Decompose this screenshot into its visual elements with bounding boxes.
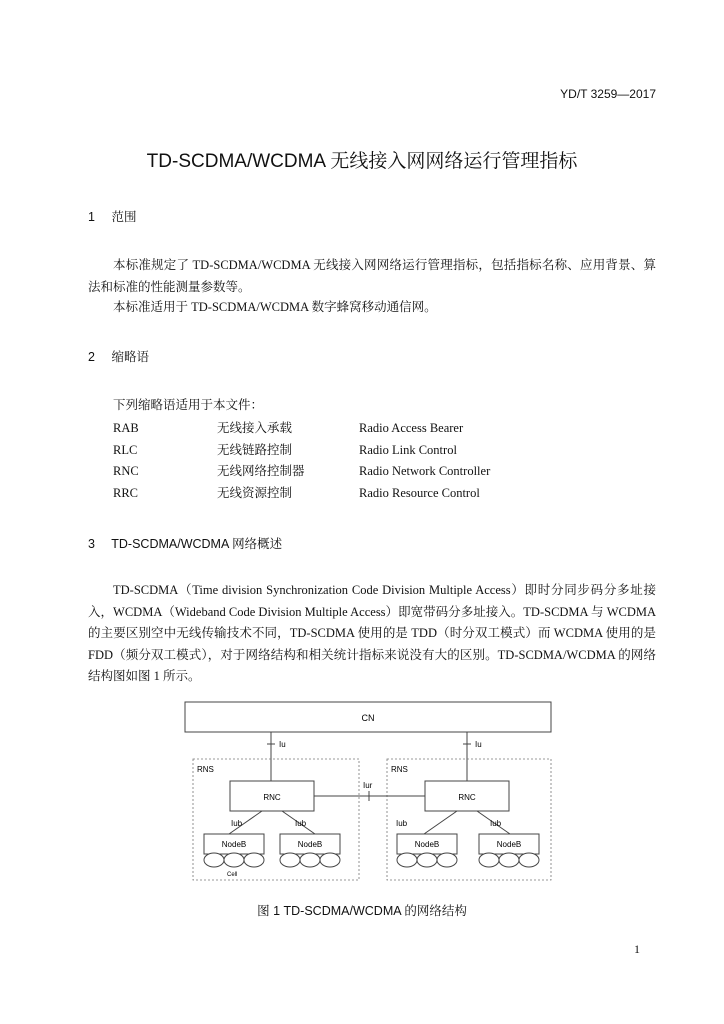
section-1-paragraph-1: 本标准规定了 TD-SCDMA/WCDMA 无线接入网网络运行管理指标，包括指标名称、应用背景、算法和标准的性能测量参数等。	[88, 258, 656, 294]
abbreviation-chinese: 无线网络控制器	[217, 464, 305, 478]
nodeb-label: NodeB	[496, 840, 522, 849]
abbreviation-row	[113, 461, 490, 483]
abbreviations-table	[113, 418, 490, 504]
iub-label: Iub	[295, 819, 307, 828]
abbreviation-chinese: 无线资源控制	[217, 485, 293, 500]
section-title: 缩略语	[111, 350, 149, 364]
abbreviation-row	[113, 440, 490, 462]
nodeb-group-2	[280, 834, 340, 867]
section-2-heading	[88, 347, 149, 365]
iub-link	[424, 811, 457, 834]
iur-label: Iur	[363, 781, 373, 790]
abbreviation: RRC	[113, 485, 139, 500]
abbreviation-row	[113, 483, 490, 505]
abbreviation-english: Radio Network Controller	[359, 464, 491, 478]
rnc-label-left: RNC	[263, 793, 281, 802]
abbreviation-english: Radio Link Control	[359, 442, 457, 457]
cn-label: CN	[361, 713, 375, 723]
cell-icon	[397, 853, 417, 867]
cell-icon	[479, 853, 499, 867]
document-title: TD-SCDMA/WCDMA 无线接入网网络运行管理指标	[146, 151, 578, 172]
figure-caption: 图 1 TD-SCDMA/WCDMA 的网络结构	[257, 904, 467, 918]
abbreviation-english: Radio Resource Control	[359, 485, 480, 500]
abbreviation-chinese: 无线链路控制	[217, 442, 293, 457]
section-1-heading	[88, 207, 137, 225]
rnc-label-right: RNC	[458, 793, 476, 802]
cell-label: Cell	[227, 872, 238, 878]
iu-label-left: Iu	[279, 740, 286, 749]
section-3-paragraph: TD-SCDMA（Time division Synchronization Code Division Multiple Access）即时分同步码分多址接入，WCDMA（Wideband Code Division Multiple Access）即宽带码分多址接入。TD-SCDMA 与 WCDMA 的主要区别空中无线传输技术不同，TD-SCDMA 使用的是 TDD（时分双工模式）而 WCDMA 使用的是 FDD（频分双工模式），对于网络结构和相关统计指标来说没有大的区别。TD-SCDMA/WCDMA 的网络结构图如图 1 所示。	[88, 583, 656, 683]
page-number: 1	[634, 942, 640, 956]
section-number: 1	[88, 210, 95, 224]
iu-label-right: Iu	[475, 740, 482, 749]
nodeb-label: NodeB	[414, 840, 440, 849]
cell-icon	[224, 853, 244, 867]
rns-label-right: RNS	[391, 765, 408, 774]
nodeb-label: NodeB	[297, 840, 323, 849]
iub-label: Iub	[396, 819, 408, 828]
abbreviation: RNC	[113, 464, 139, 478]
nodeb-label: NodeB	[221, 840, 247, 849]
cell-icon	[519, 853, 539, 867]
standard-number: YD/T 3259—2017	[560, 87, 656, 101]
abbreviation-english: Radio Access Bearer	[359, 421, 464, 435]
network-structure-diagram	[183, 698, 555, 888]
rns-label-left: RNS	[197, 765, 214, 774]
section-title: 范围	[111, 210, 137, 224]
abbreviation: RAB	[113, 421, 139, 435]
cell-icon	[280, 853, 300, 867]
abbreviation-row	[113, 418, 490, 440]
cell-icon	[300, 853, 320, 867]
iub-label: Iub	[490, 819, 502, 828]
cell-icon	[244, 853, 264, 867]
section-number: 2	[88, 350, 95, 364]
iub-label: Iub	[231, 819, 243, 828]
abbreviations-intro: 下列缩略语适用于本文件：	[113, 398, 264, 412]
nodeb-group-1	[204, 834, 264, 867]
cell-icon	[417, 853, 437, 867]
cell-icon	[499, 853, 519, 867]
section-title: TD-SCDMA/WCDMA 网络概述	[111, 537, 283, 551]
cell-icon	[320, 853, 340, 867]
cell-icon	[204, 853, 224, 867]
section-number: 3	[88, 537, 95, 551]
section-1-paragraph-2: 本标准适用于 TD-SCDMA/WCDMA 数字蜂窝移动通信网。	[113, 300, 437, 314]
abbreviation-chinese: 无线接入承载	[217, 421, 293, 435]
nodeb-group-3	[397, 834, 457, 867]
nodeb-group-4	[479, 834, 539, 867]
cell-icon	[437, 853, 457, 867]
abbreviation: RLC	[113, 442, 138, 457]
section-3-heading	[88, 534, 282, 552]
